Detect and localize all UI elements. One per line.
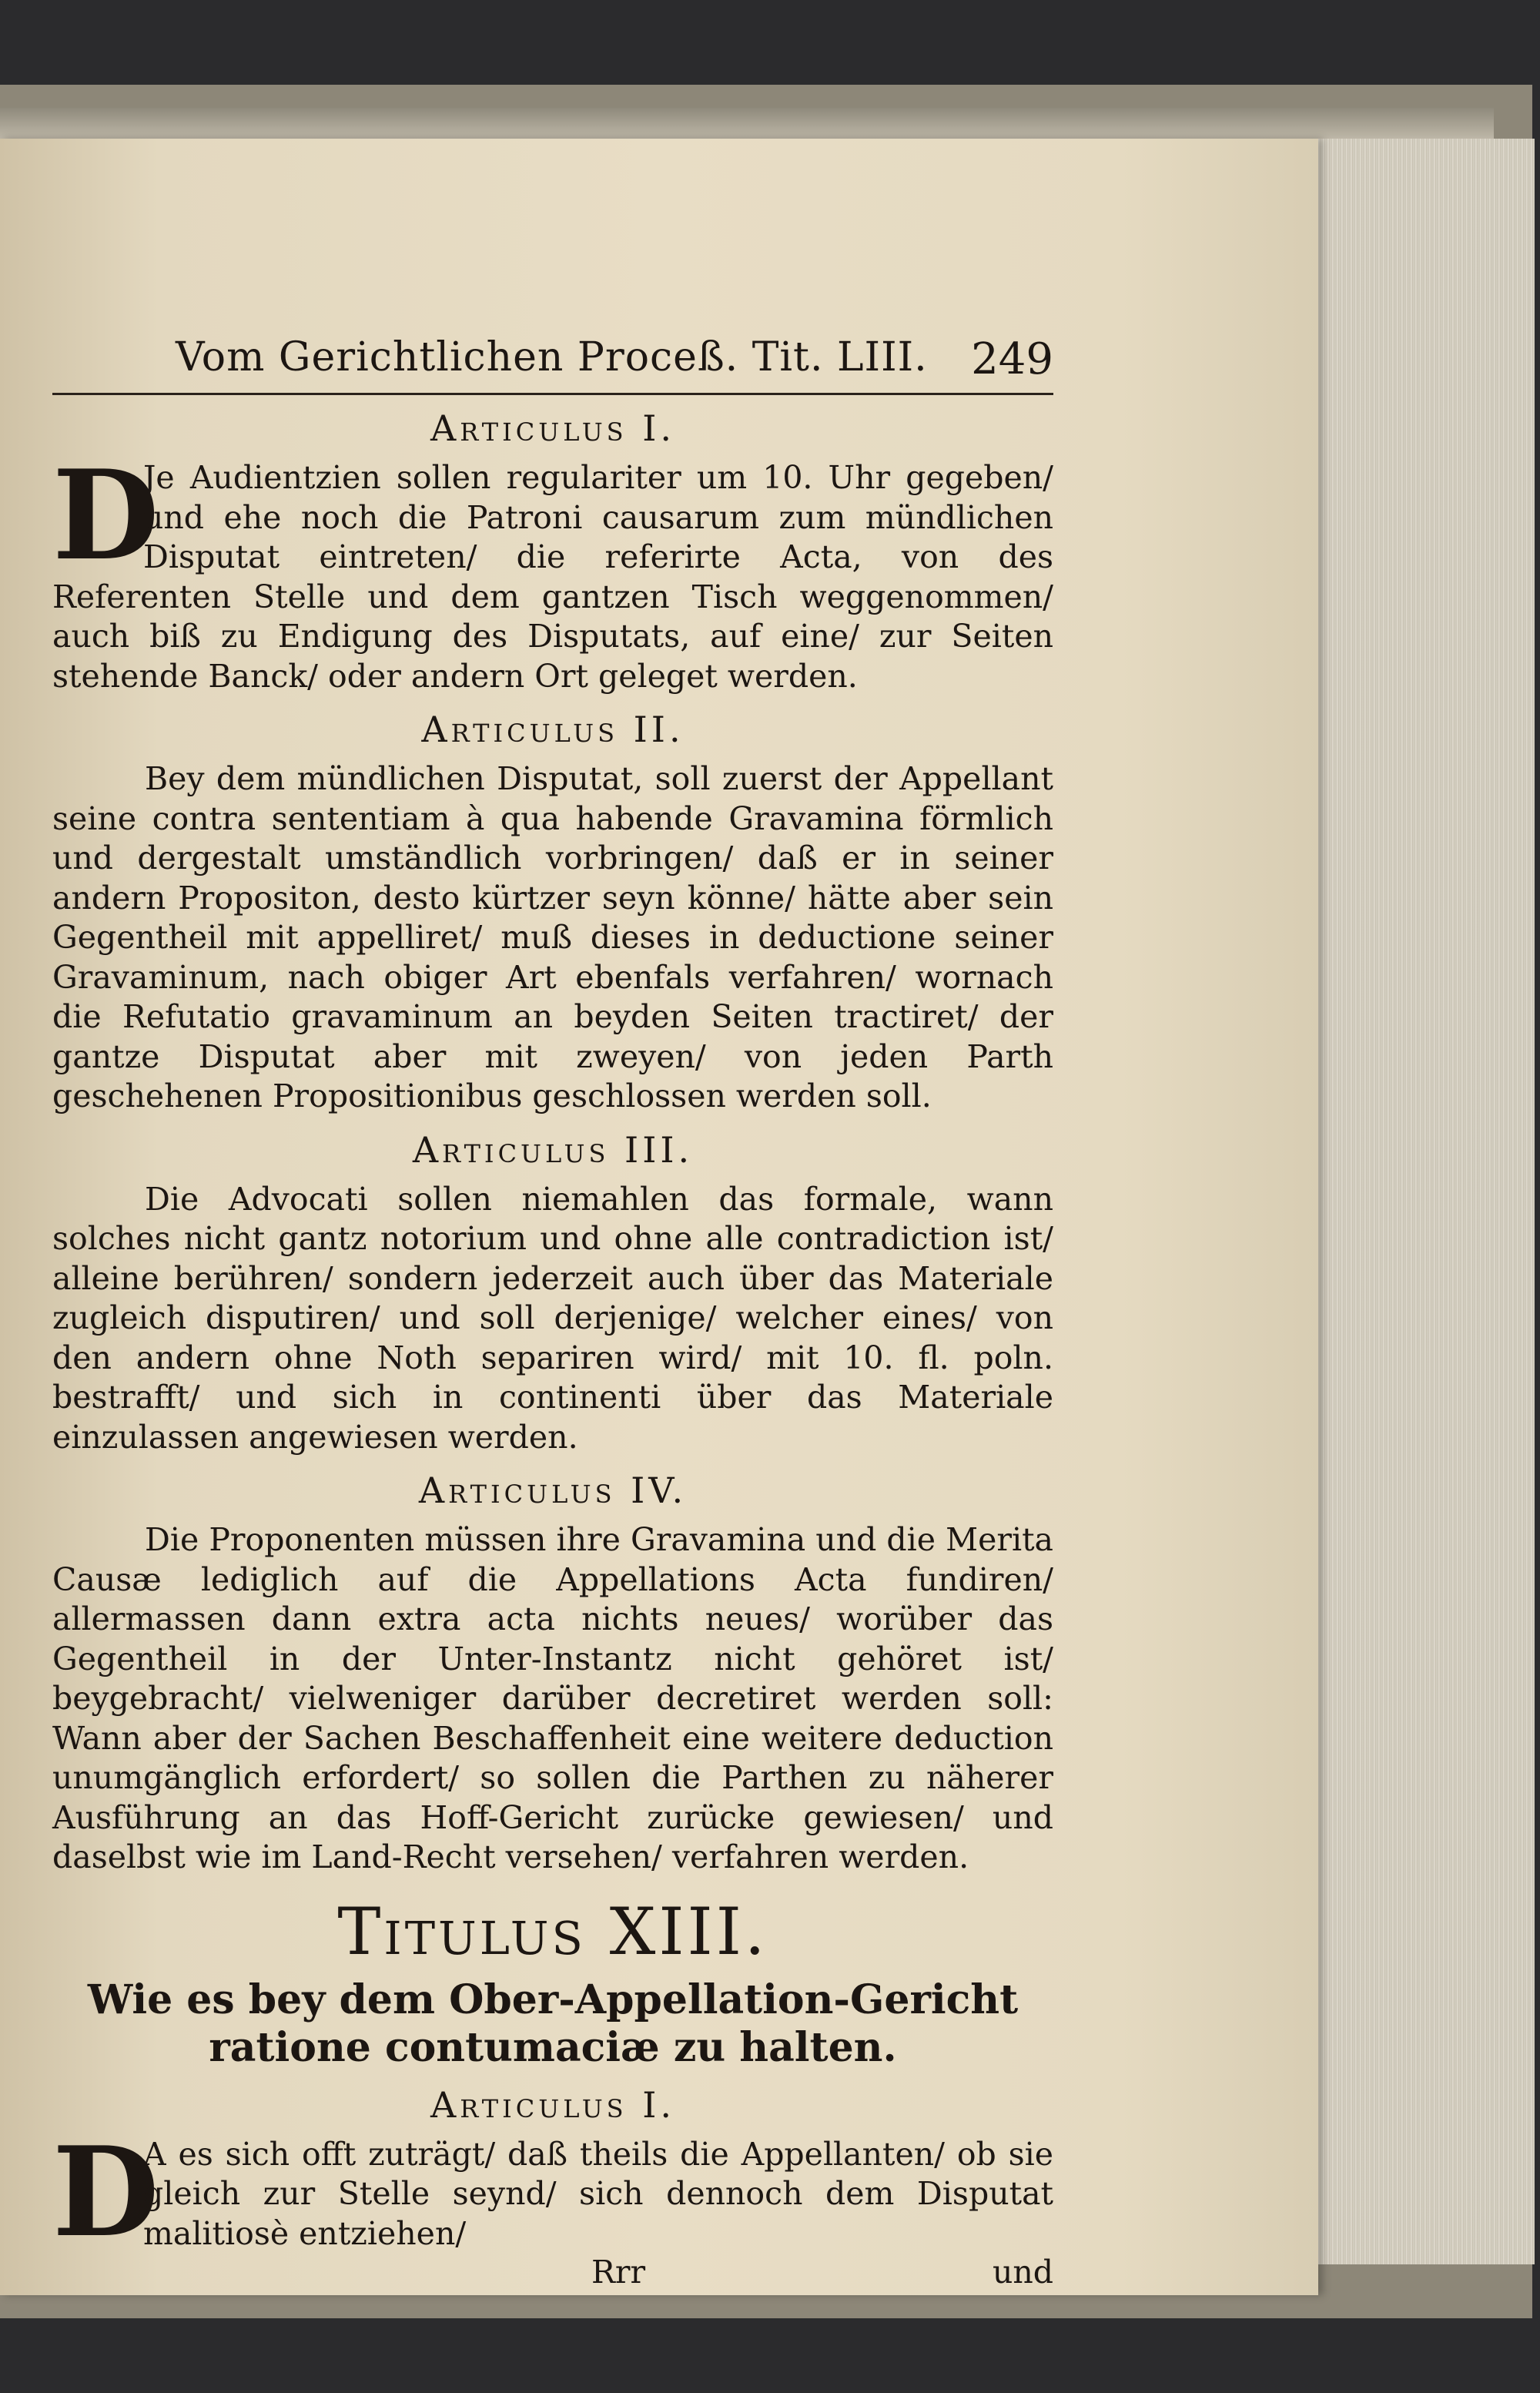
article-text: Je Audientzien sollen regulariter um 10. Uhr gegeben/ und ehe noch die Patroni causarum zum mündlichen Disputat eintreten/ die referirte Acta, von des Referenten Stelle und dem gantzen Tisch weggenommen/ auch biß zu Endigung des Disputats, auf eine/ zur Seiten stehende Banck/ oder andern Ort geleget werden. bbox=[52, 459, 1053, 695]
book-page bbox=[0, 139, 1318, 2295]
article-text: Bey dem mündlichen Disputat, soll zuerst der Appellant seine contra sententiam à qua habende Gravamina förmlich und dergestalt umständlich vorbringen/ daß er in seiner andern Propositon, desto kürtzer seyn könne/ hätte aber sein Gegentheil mit appelliret/ muß dieses in deductione seiner Gravaminum, nach obiger Art ebenfals verfahren/ wornach die Refutatio gravaminum an beyden Seiten tractiret/ der gantze Disputat aber mit zweyen/ von jeden Parth geschehenen Propositionibus geschlossen werden soll. bbox=[52, 760, 1053, 1114]
page-header bbox=[52, 331, 1053, 395]
drop-cap-initial: D bbox=[52, 2119, 159, 2264]
titulus-heading: Titulus XIII. bbox=[337, 1893, 768, 1969]
article-paragraph bbox=[52, 2119, 1053, 2264]
article-heading: Articulus I. bbox=[430, 2083, 675, 2126]
article-paragraph bbox=[52, 443, 1053, 696]
article-text: A es sich offt zuträgt/ daß theils die Appellanten/ ob sie gleich zur Stelle seynd/ sich dennoch dem Disputat malitiosè entziehen/ bbox=[143, 2135, 1053, 2252]
page-edges bbox=[1309, 139, 1535, 2264]
article-text: Die Advocati sollen niemahlen das formale, wann solches nicht gantz notorium und ohne alle contradiction ist/ alleine berühren/ sondern jederzeit auch über das Materiale zugleich disputiren/ und soll derjenige/ welcher eines/ von den andern ohne Noth separiren wird/ mit 10. fl. poln. bestrafft/ und sich in continenti über das Materiale einzulassen angewiesen werden. bbox=[52, 1180, 1053, 1456]
article-text: Die Proponenten müssen ihre Gravamina und die Merita Causæ lediglich auf die Appellations Acta fundiren/ allermassen dann extra acta nichts neues/ worüber das Gegentheil in der Unter-Instantz nicht gehöret ist/ beygebracht/ vielweniger darüber decretiret werden soll: Wann aber der Sachen Beschaffenheit eine weitere deduction unumgänglich erfordert/ so sollen die Parthen zu näherer Ausführung an das Hoff-Gericht zurücke gewiesen/ und daselbst wie im Land-Recht versehen/ verfahren werden. bbox=[52, 1521, 1053, 1875]
drop-cap-initial: D bbox=[52, 443, 159, 588]
signature-mark: Rrr bbox=[591, 2254, 646, 2291]
article-heading: Articulus I. bbox=[430, 407, 675, 449]
page-footer bbox=[52, 2254, 1053, 2294]
article-heading: Articulus IV. bbox=[418, 1470, 688, 1511]
titulus-subtitle: Wie es bey dem Ober-Appellation-Gericht ratione contumaciæ zu halten. bbox=[87, 1976, 1019, 2071]
running-title: Vom Gerichtlichen Proceß. Tit. LIII. bbox=[176, 334, 928, 380]
catchword: und bbox=[992, 2254, 1053, 2291]
article-heading: Articulus III. bbox=[412, 1128, 694, 1171]
page-text-block bbox=[52, 331, 1053, 2294]
page-number: 249 bbox=[971, 334, 1053, 384]
article-heading: Articulus II. bbox=[421, 709, 685, 750]
